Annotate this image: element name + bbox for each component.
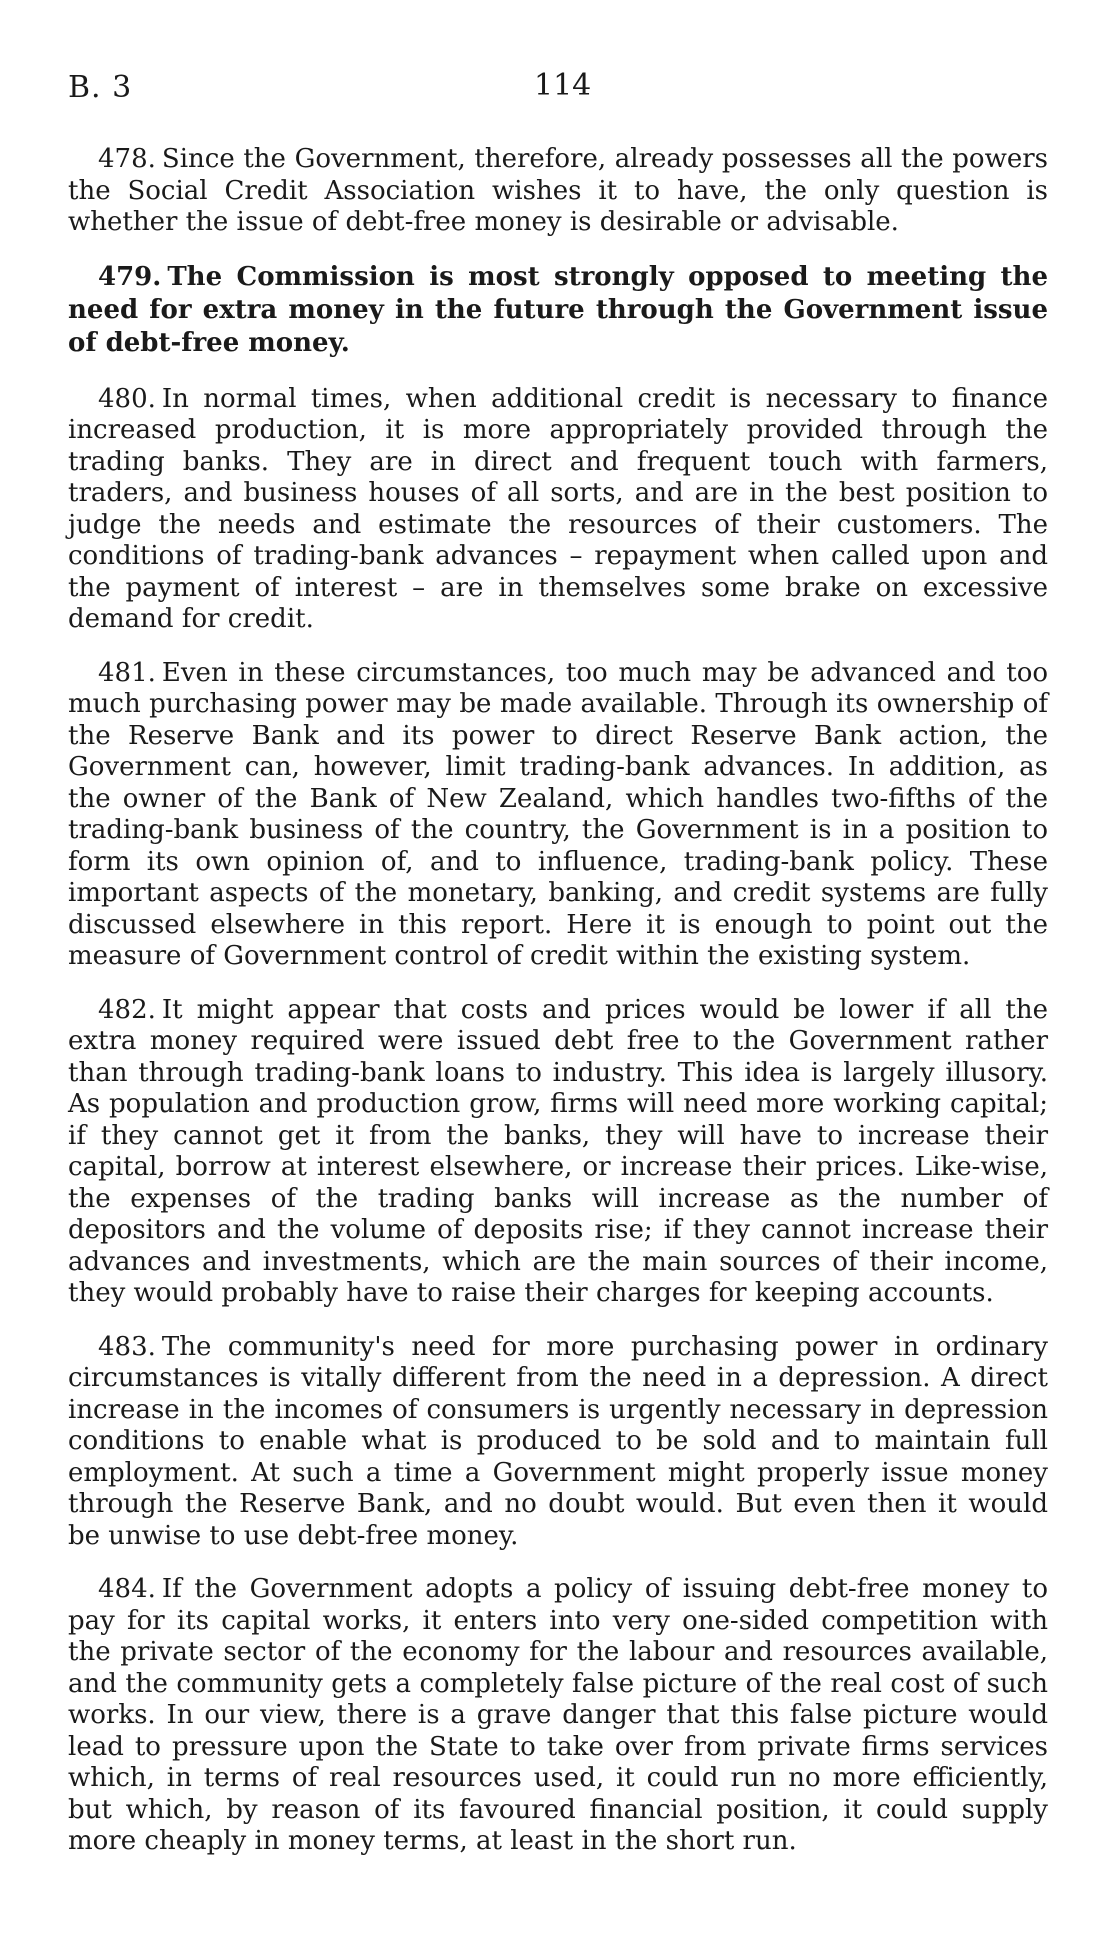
paragraph-484 [68, 1574, 1048, 1858]
paragraph-text: If the Government adopts a policy of issuing debt-free money to pay for its capital works, it enters into very one-sided competition with the private sector of the economy for the labour and resources available, and the community gets a completely false picture of the real cost of such works. In our view, there is a grave danger that this false picture would lead to pressure upon the State to take over from private firms services which, in terms of real resources used, it could run no more efficiently, but which, by reason of its favoured financial position, it could supply more cheaply in money terms, at least in the short run. [68, 1574, 1048, 1856]
page-header [68, 0, 1048, 120]
paragraph-479 [68, 261, 1048, 360]
paragraph-478 [68, 144, 1048, 239]
document-page [68, 0, 1048, 1880]
paragraph-text: The Commission is most strongly opposed to meeting the need for extra money in the future through the Government issue of debt-free money. [68, 261, 1048, 358]
paragraph-number: 480. [98, 383, 156, 414]
paragraph-number: 483. [98, 1331, 156, 1362]
paragraph-480 [68, 384, 1048, 636]
paragraph-number: 484. [98, 1574, 156, 1604]
paragraph-text: The community's need for more purchasing power in ordinary circumstances is vitally different from the need in a depression. A direct increase in the incomes of consumers is urgently necessary in depression conditions to enable what is produced to be sold and to maintain full employment. At such a time a Government might properly issue money through the Reserve Bank, and no doubt would. But even then it would be unwise to use debt-free money. [68, 1331, 1048, 1551]
paragraph-number: 481. [98, 657, 156, 688]
page-number: 114 [534, 68, 592, 103]
paragraph-text: It might appear that costs and prices would be lower if all the extra money required were issued debt free to the Government rather than through trading-bank loans to industry. This idea is largely illusory. As population and production grow, firms will need more working capital; if they cannot get it from the banks, they will have to increase their capital, borrow at interest elsewhere, or increase their prices. Like-wise, the expenses of the trading banks will increase as the number of depositors and the volume of deposits rise; if they cannot increase their advances and investments, which are the main sources of their income, they would probably have to raise their charges for keeping accounts. [68, 994, 1048, 1308]
paragraph-481 [68, 658, 1048, 973]
document-reference: B. 3 [68, 70, 133, 105]
paragraph-text: Since the Government, therefore, already possesses all the powers the Social Credit Association wishes it to have, the only question is whether the issue of debt-free money is desirable or advisable. [68, 144, 1048, 237]
paragraph-482 [68, 995, 1048, 1310]
paragraph-text: Even in these circumstances, too much may be advanced and too much purchasing power may be made available. Through its ownership of the Reserve Bank and its power to direct Reserve Bank action, the Government can, however, limit trading-bank advances. In addition, as the owner of the Bank of New Zealand, which handles two-fifths of the trading-bank business of the country, the Government is in a position to form its own opinion of, and to influence, trading-bank policy. These important aspects of the monetary, banking, and credit systems are fully discussed elsewhere in this report. Here it is enough to point out the measure of Government control of credit within the existing system. [68, 657, 1048, 971]
paragraph-number: 478. [98, 144, 156, 174]
paragraph-text: In normal times, when additional credit is necessary to finance increased production, it is more appropriately provided through the trading banks. They are in direct and frequent touch with farmers, traders, and business houses of all sorts, and are in the best position to judge the needs and estimate the resources of their customers. The conditions of trading-bank advances – repayment when called upon and the payment of interest – are in themselves some brake on excessive demand for credit. [68, 383, 1048, 634]
paragraph-number: 482. [98, 994, 156, 1025]
paragraph-number: 479. [98, 261, 162, 292]
paragraph-483 [68, 1332, 1048, 1553]
